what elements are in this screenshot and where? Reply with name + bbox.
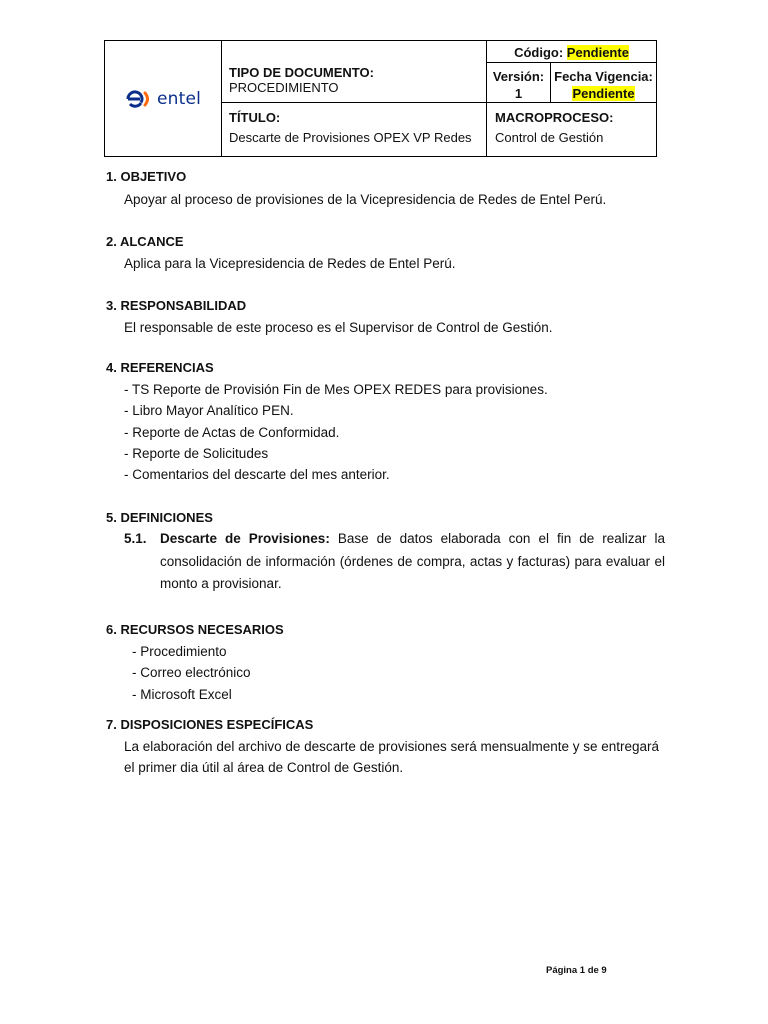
list-item: - Correo electrónico [132, 665, 251, 680]
definition-number: 5.1. [124, 531, 147, 546]
header-table [104, 40, 657, 157]
logo-cell [105, 41, 222, 156]
codigo-value: Pendiente [566, 45, 629, 60]
section-disposiciones-line2: el primer dia útil al área de Control de Gestión. [124, 760, 404, 775]
fecha-label: Fecha Vigencia: [554, 69, 653, 84]
section-referencias-title: 4. REFERENCIAS [106, 360, 214, 375]
tipo-label: TIPO DE DOCUMENTO: [229, 65, 374, 80]
macroproceso-cell [487, 103, 656, 156]
definition-item [124, 528, 665, 596]
version-value: 1 [514, 86, 523, 101]
macro-value: Control de Gestión [495, 130, 604, 145]
section-alcance-text: Aplica para la Vicepresidencia de Redes de Entel Perú. [124, 256, 456, 271]
titulo-value: Descarte de Provisiones OPEX VP Redes [229, 130, 472, 145]
section-recursos-title: 6. RECURSOS NECESARIOS [106, 622, 284, 637]
list-item: - Reporte de Actas de Conformidad. [124, 425, 340, 440]
section-responsabilidad-text: El responsable de este proceso es el Supervisor de Control de Gestión. [124, 320, 553, 335]
section-objetivo-title: 1. OBJETIVO [106, 169, 187, 184]
section-disposiciones-line1: La elaboración del archivo de descarte de provisiones será mensualmente y se entregará [124, 739, 660, 754]
list-item: - Comentarios del descarte del mes anterior. [124, 467, 390, 482]
tipo-value: PROCEDIMIENTO [229, 80, 339, 95]
section-disposiciones-title: 7. DISPOSICIONES ESPECÍFICAS [106, 717, 314, 732]
entel-logo-mark-icon [125, 89, 153, 109]
list-item: - Reporte de Solicitudes [124, 446, 269, 461]
section-definiciones-title: 5. DEFINICIONES [106, 510, 213, 525]
titulo-label: TÍTULO: [229, 110, 281, 125]
definition-text: Base de datos elaborada con el fin de realizar la consolidación de información (órdenes de compra, actas y facturas) para evaluar el monto a provisionar. [160, 531, 665, 591]
tipo-documento-cell [222, 41, 487, 103]
section-alcance-title: 2. ALCANCE [106, 234, 184, 249]
macro-label: MACROPROCESO: [495, 110, 614, 125]
codigo-cell [487, 41, 656, 63]
section-objetivo-text: Apoyar al proceso de provisiones de la Vicepresidencia de Redes de Entel Perú. [124, 192, 607, 207]
definition-term: Descarte de Provisiones: [160, 531, 330, 546]
list-item: - Microsoft Excel [132, 687, 232, 702]
titulo-cell [222, 103, 487, 156]
fecha-value: Pendiente [572, 86, 635, 101]
page-number: Página 1 de 9 [546, 965, 607, 976]
list-item: - Procedimiento [132, 644, 227, 659]
list-item: - TS Reporte de Provisión Fin de Mes OPEX REDES para provisiones. [124, 382, 548, 397]
version-label: Versión: [492, 69, 545, 84]
version-cell [487, 63, 551, 103]
section-responsabilidad-title: 3. RESPONSABILIDAD [106, 298, 247, 313]
list-item: - Libro Mayor Analítico PEN. [124, 403, 294, 418]
fecha-vigencia-cell [551, 63, 656, 103]
entel-logo [125, 89, 201, 109]
logo-text: entel [156, 88, 202, 109]
codigo-label: Código: [514, 45, 564, 60]
